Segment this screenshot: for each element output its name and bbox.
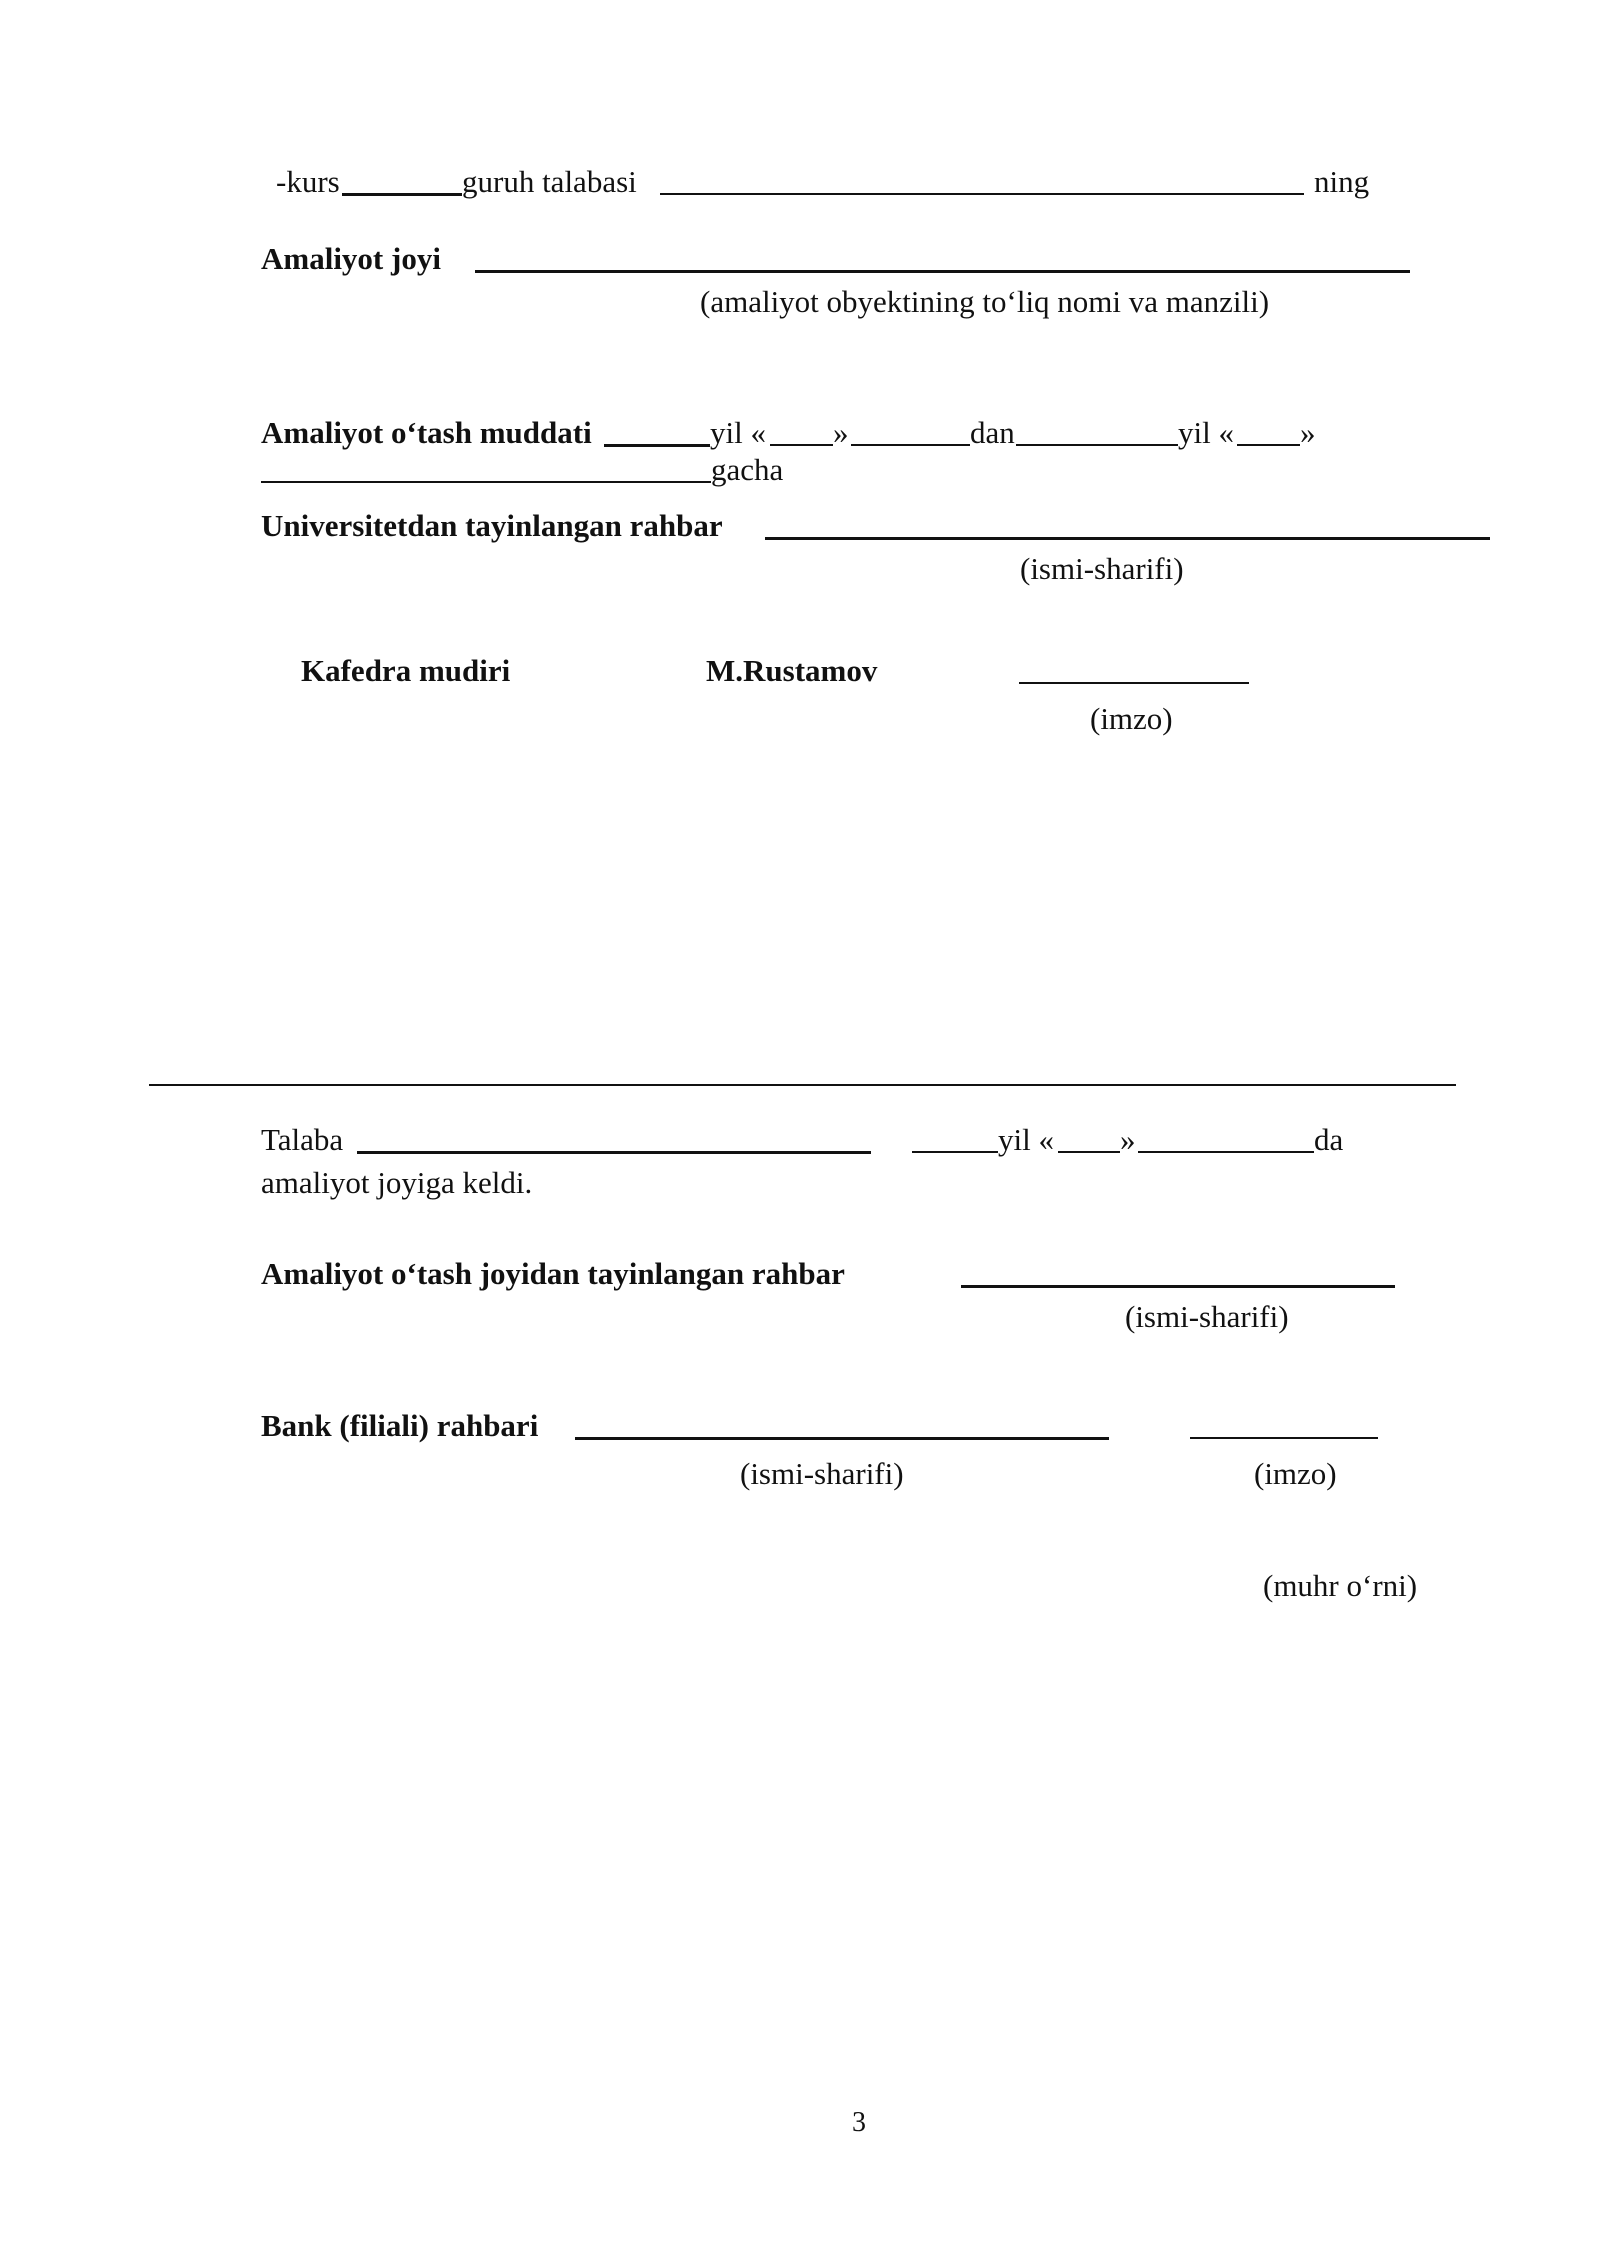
stamp-place-caption: (muhr o‘rni) (1263, 1568, 1418, 1603)
ning-suffix: ning (1314, 164, 1370, 199)
practice-period-label: Amaliyot o‘tash muddati (261, 415, 592, 450)
period-end-month-field[interactable] (261, 481, 711, 483)
period-end-year-field[interactable] (1016, 444, 1178, 446)
kurs-group-field[interactable] (342, 193, 462, 196)
arrival-year-field[interactable] (912, 1151, 998, 1153)
arrival-day-field[interactable] (1058, 1151, 1120, 1153)
site-supervisor-caption: (ismi-sharifi) (1125, 1299, 1289, 1334)
arrival-da: da (1314, 1122, 1344, 1157)
bank-head-label: Bank (filiali) rahbari (261, 1408, 539, 1443)
period-yil-1: yil « (710, 415, 766, 450)
department-head-label: Kafedra mudiri (301, 653, 511, 688)
department-head-signature-caption: (imzo) (1090, 701, 1173, 736)
period-dan: dan (970, 415, 1015, 450)
period-close-1: » (833, 415, 849, 450)
bank-head-signature-field[interactable] (1190, 1437, 1378, 1439)
period-yil-2: yil « (1178, 415, 1234, 450)
section-divider (149, 1084, 1456, 1086)
period-end-day-field[interactable] (1237, 444, 1300, 446)
practice-place-caption: (amaliyot obyektining to‘liq nomi va manzili) (700, 284, 1270, 319)
page-number: 3 (852, 2107, 866, 2138)
site-supervisor-field[interactable] (961, 1285, 1395, 1288)
bank-head-name-caption: (ismi-sharifi) (740, 1456, 904, 1491)
period-start-month-field[interactable] (851, 444, 970, 446)
bank-head-signature-caption: (imzo) (1254, 1456, 1337, 1491)
kurs-label: -kurs (276, 164, 340, 199)
site-supervisor-label: Amaliyot o‘tash joyidan tayinlangan rahbar (261, 1256, 845, 1291)
practice-place-field[interactable] (475, 270, 1410, 273)
arrival-yil: yil « (998, 1122, 1054, 1157)
arrival-talaba-label: Talaba (261, 1122, 344, 1157)
university-supervisor-caption: (ismi-sharifi) (1020, 551, 1184, 586)
university-supervisor-field[interactable] (765, 537, 1490, 540)
department-head-name: M.Rustamov (706, 653, 878, 688)
period-start-year-field[interactable] (604, 444, 710, 447)
arrival-close: » (1120, 1122, 1136, 1157)
bank-head-name-field[interactable] (575, 1437, 1109, 1440)
student-name-field[interactable] (660, 193, 1304, 195)
arrival-month-field[interactable] (1138, 1151, 1314, 1153)
university-supervisor-label: Universitetdan tayinlangan rahbar (261, 508, 723, 543)
period-start-day-field[interactable] (770, 444, 833, 446)
practice-place-label: Amaliyot joyi (261, 241, 441, 276)
department-head-signature-field[interactable] (1019, 682, 1249, 684)
guruh-talabasi-label: guruh talabasi (462, 164, 637, 199)
period-gacha: gacha (711, 452, 784, 487)
arrival-student-name-field[interactable] (357, 1151, 871, 1154)
period-close-2: » (1300, 415, 1316, 450)
arrival-line2: amaliyot joyiga keldi. (261, 1165, 533, 1200)
